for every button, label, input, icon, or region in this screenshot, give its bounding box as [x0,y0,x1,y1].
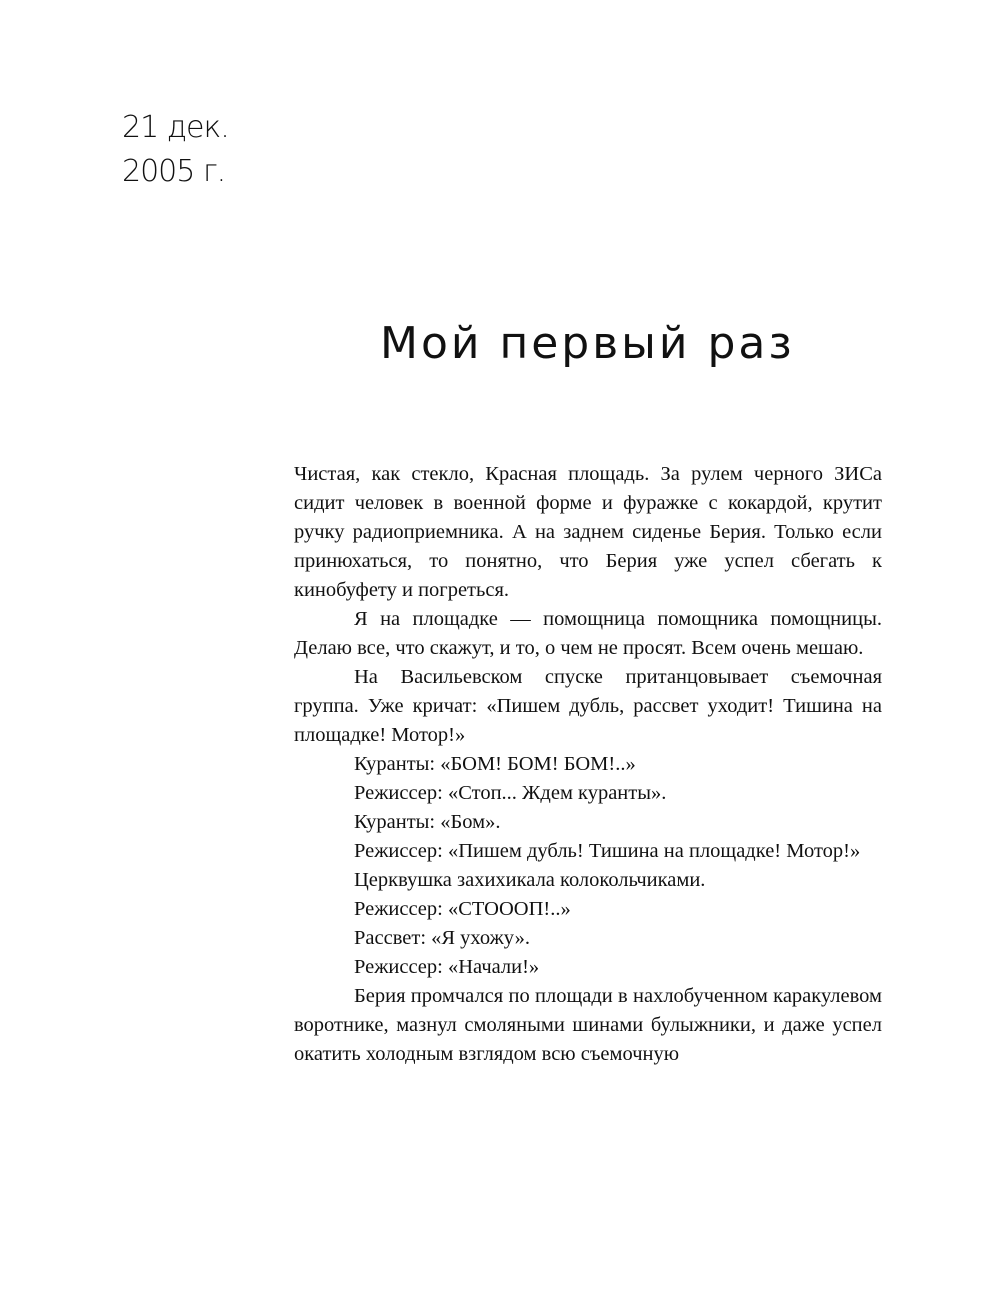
paragraph: Куранты: «БОМ! БОМ! БОМ!..» [354,753,636,775]
paragraph: Берия промчался по площади в нахлобученном каракулевом воротнике, мазнул смоляными шинами булыжники, и даже успел окатить холодным взглядом всю съемочную [294,985,882,1065]
paragraph: На Васильевском спуске пританцовывает съемочная группа. Уже кричат: «Пишем дубль, рассвет уходит! Тишина на площадке! Мотор!» [294,666,882,746]
paragraph: Режиссер: «Пишем дубль! Тишина на площадке! Мотор!» [354,840,861,862]
paragraph: Куранты: «Бом». [354,811,501,833]
chapter-title: Мой первый раз [380,318,795,369]
paragraph: Рассвет: «Я ухожу». [354,927,530,949]
handwritten-date [122,106,229,194]
body-text [294,460,882,1069]
paragraph: Режиссер: «СТОООП!..» [354,898,571,920]
paragraph: Режиссер: «Стоп... Ждем куранты». [354,782,667,804]
date-day-month: 21 дек. [122,110,229,145]
paragraph: Я на площадке — помощница помощника помощницы. Делаю все, что скажут, и то, о чем не просят. Всем очень мешаю. [294,608,882,659]
paragraph: Чистая, как стекло, Красная площадь. За рулем черного ЗИСа сидит человек в военной форме и фуражке с кокардой, крутит ручку радиоприемника. А на заднем сиденье Берия. Только если принюхаться, то понятно, что Берия уже успел сбегать к кинобуфету и погреться. [294,463,882,601]
date-year: 2005 г. [122,154,226,189]
paragraph: Церквушка захихикала колокольчиками. [354,869,706,891]
paragraph: Режиссер: «Начали!» [354,956,540,978]
